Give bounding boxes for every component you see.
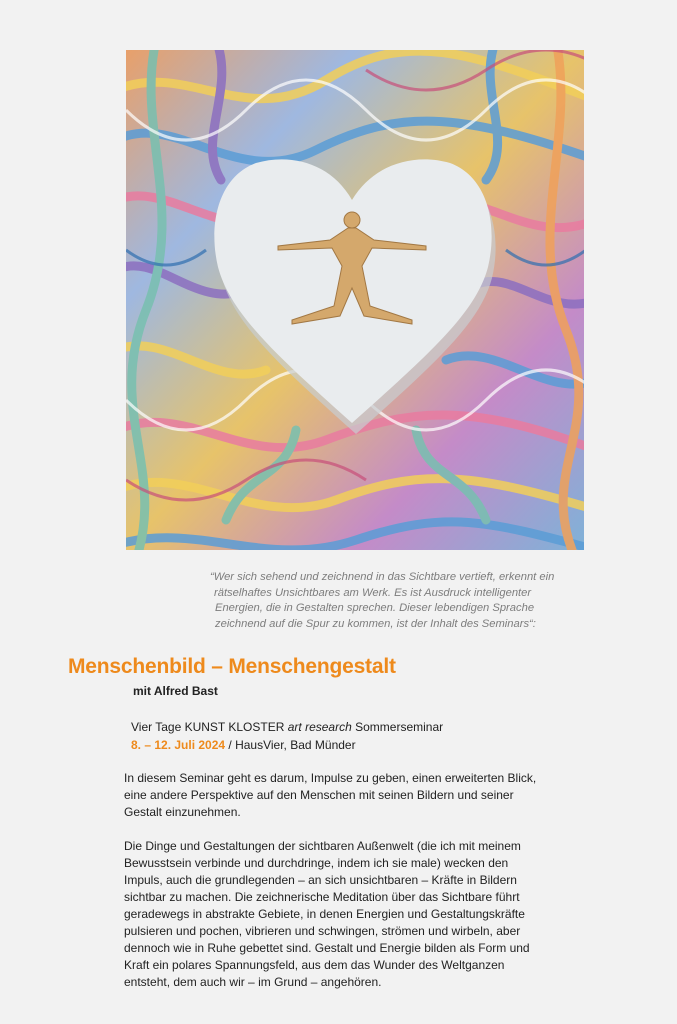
event-type-suffix: Sommerseminar [351,720,444,734]
event-type-prefix: Vier Tage KUNST KLOSTER [131,720,288,734]
p1-line-3: Gestalt einzunehmen. [124,805,241,819]
paragraph-gap [124,821,594,838]
event-date: 8. – 12. Juli 2024 [131,738,226,752]
p2-line-1: Die Dinge und Gestaltungen der sichtbaren Außenwelt (die ich mit meinem [124,839,521,853]
p1-line-1: In diesem Seminar geht es darum, Impulse zu geben, einen erweiterten Blick, [124,771,537,785]
body-text [124,770,594,991]
p2-line-5: geradewegs in abstrakte Gebiete, in denen Energien und Gestaltungskräfte [124,907,525,921]
seminar-quote [210,570,590,632]
p2-line-7: dennoch wie in Ruhe gebettet sind. Gestalt und Energie bilden als Form und [124,941,530,955]
quote-line-3: Energien, die in Gestalten sprechen. Dieser lebendigen Sprache [215,602,535,614]
event-info [131,718,443,754]
p1-line-2: eine andere Perspektive auf den Menschen mit seinen Bildern und seiner [124,788,514,802]
author-line: mit Alfred Bast [133,684,218,698]
heart-figure-artwork [126,50,584,550]
event-type-italic: art research [287,720,352,734]
event-location: / HausVier, Bad Münder [225,738,356,752]
event-type-line [131,718,443,736]
quote-line-4: zeichnend auf die Spur zu kommen, ist der Inhalt des Seminars“: [215,617,536,630]
p2-line-9: entsteht, dem auch wir – im Grund – angehören. [124,975,382,989]
p2-line-3: Impuls, auch die grundlegenden – an sich unsichtbaren – Kräfte in Bildern [124,873,517,887]
quote-line-2: rätselhaftes Unsichtbares am Werk. Es ist Ausdruck intelligenter [214,586,532,599]
p2-line-4: sichtbar zu machen. Die zeichnerische Meditation über das Sichtbare führt [124,890,520,904]
p2-line-6: pulsieren und pochen, vibrieren und schwingen, strömen und wirbeln, aber [124,924,521,938]
p2-line-8: Kraft ein polares Spannungsfeld, aus dem das Wunder des Weltganzen [124,958,505,972]
p2-line-2: Bewusstsein verbinde und durchdringe, indem ich sie male) wecken den [124,856,509,870]
event-date-line [131,736,443,754]
quote-line-1: “Wer sich sehend und zeichnend in das Sichtbare vertieft, erkennt ein [210,571,555,583]
page-title: Menschenbild – Menschengestalt [68,655,396,678]
